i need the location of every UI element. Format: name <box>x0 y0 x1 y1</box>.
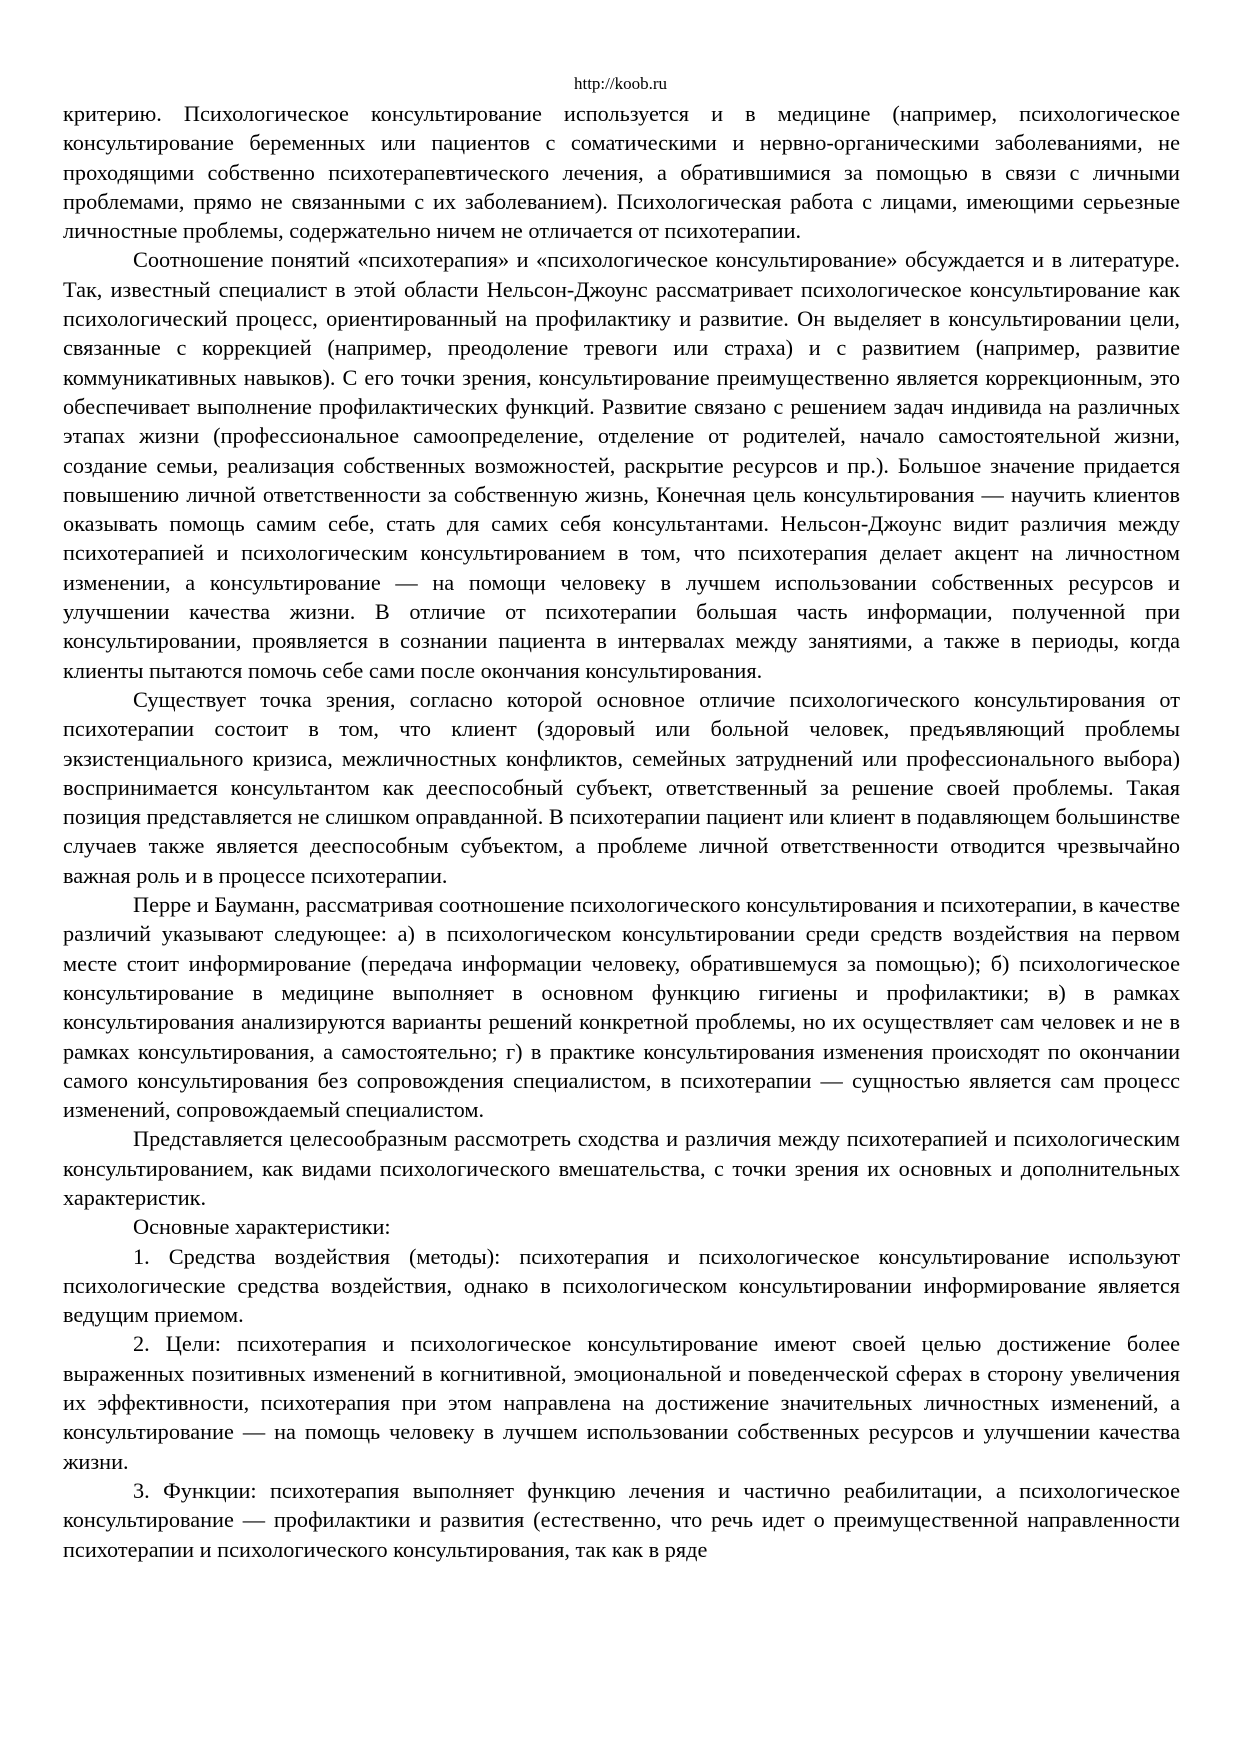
list-heading: Основные характеристики: <box>133 1214 391 1240</box>
document-body <box>63 99 1180 1564</box>
paragraph: Перре и Бауманн, рассматривая соотношение психологического консультирования и психотерапии, в качестве различий указывают следующее: а) в психологическом консультировании среди средств воздействия на первом месте стоит информирование (передача информации человеку, обратившемуся за помощью); б) психологическое консультирование в медицине выполняет в основном функцию гигиены и профилактики; в) в рамках консультирования анализируются варианты решений конкретной проблемы, но их осуществляет сам человек и не в рамках консультирования, а самостоятельно; г) в практике консультирования изменения происходят по окончании самого консультирования без сопровождения специалистом, в психотерапии — сущностью является сам процесс изменений, сопровождаемый специалистом. <box>63 892 1180 1123</box>
paragraph: Существует точка зрения, согласно которой основное отличие психологического консультирования от психотерапии состоит в том, что клиент (здоровый или больной человек, предъявляющий проблемы экзистенциального кризиса, межличностных конфликтов, семейных затруднений или профессионального выбора) воспринимается консультантом как дееспособный субъект, ответственный за решение своей проблемы. Такая позиция представляется не слишком оправданной. В психотерапии пациент или клиент в подавляющем большинстве случаев также является дееспособным субъектом, а проблеме личной ответственности отводится чрезвычайно важная роль и в процессе психотерапии. <box>63 686 1180 888</box>
paragraph: Соотношение понятий «психотерапия» и «психологическое консультирование» обсуждается и в литературе. Так, известный специалист в этой области Нельсон-Джоунс рассматривает психологическое консультирование как психологический процесс, ориентированный на профилактику и развитие. Он выделяет в консультировании цели, связанные с коррекцией (например, преодоление тревоги или страха) и с развитием (например, развитие коммуникативных навыков). С его точки зрения, консультирование преимущественно является коррекционным, это обеспечивает выполнение профилактических функций. Развитие связано с решением задач индивида на различных этапах жизни (профессиональное самоопределение, отделение от родителей, начало самостоятельной жизни, создание семьи, реализация собственных возможностей, раскрытие ресурсов и пр.). Большое значение придается повышению личной ответственности за собственную жизнь, Конечная цель консультирования — научить клиентов оказывать помощь самим себе, стать для самих себя консультантами. Нельсон-Джоунс видит различия между психотерапией и психологическим консультированием в том, что психотерапия делает акцент на личностном изменении, а консультирование — на помощи человеку в лучшем использовании собственных ресурсов и улучшении качества жизни. В отличие от психотерапии большая часть информации, полученной при консультировании, проявляется в сознании пациента в интервалах между занятиями, а также в периоды, когда клиенты пытаются помочь себе сами после окончания консультирования. <box>63 247 1180 683</box>
source-url-header: http://koob.ru <box>573 74 668 93</box>
paragraph-continuation: критерию. Психологическое консультирование используется и в медицине (например, психологическое консультирование беременных или пациентов с соматическими и нервно-органическими заболеваниями, не проходящими собственно психотерапевтического лечения, а обратившимися за помощью в связи с личными проблемами, прямо не связанными с их заболеванием). Психологическая работа с лицами, имеющими серьезные личностные проблемы, содержательно ничем не отличается от психотерапии. <box>63 101 1180 244</box>
list-item: 2. Цели: психотерапия и психологическое консультирование имеют своей целью достижение более выраженных позитивных изменений в когнитивной, эмоциональной и поведенческой сферах в сторону увеличения их эффективности, психотерапия при этом направлена на достижение значительных личностных изменений, а консультирование — на помощь человеку в лучшем использовании собственных ресурсов и улучшении качества жизни. <box>63 1331 1180 1474</box>
list-item: 3. Функции: психотерапия выполняет функцию лечения и частично реабилитации, а психологическое консультирование — профилактики и развития (естественно, что речь идет о преимущественной направленности психотерапии и психологического консультирования, так как в ряде <box>63 1477 1180 1562</box>
list-item: 1. Средства воздействия (методы): психотерапия и психологическое консультирование используют психологические средства воздействия, однако в психологическом консультировании информирование является ведущим приемом. <box>63 1243 1180 1328</box>
paragraph: Представляется целесообразным рассмотреть сходства и различия между психотерапией и психологическим консультированием, как видами психологического вмешательства, с точки зрения их основных и дополнительных характеристик. <box>63 1126 1180 1210</box>
